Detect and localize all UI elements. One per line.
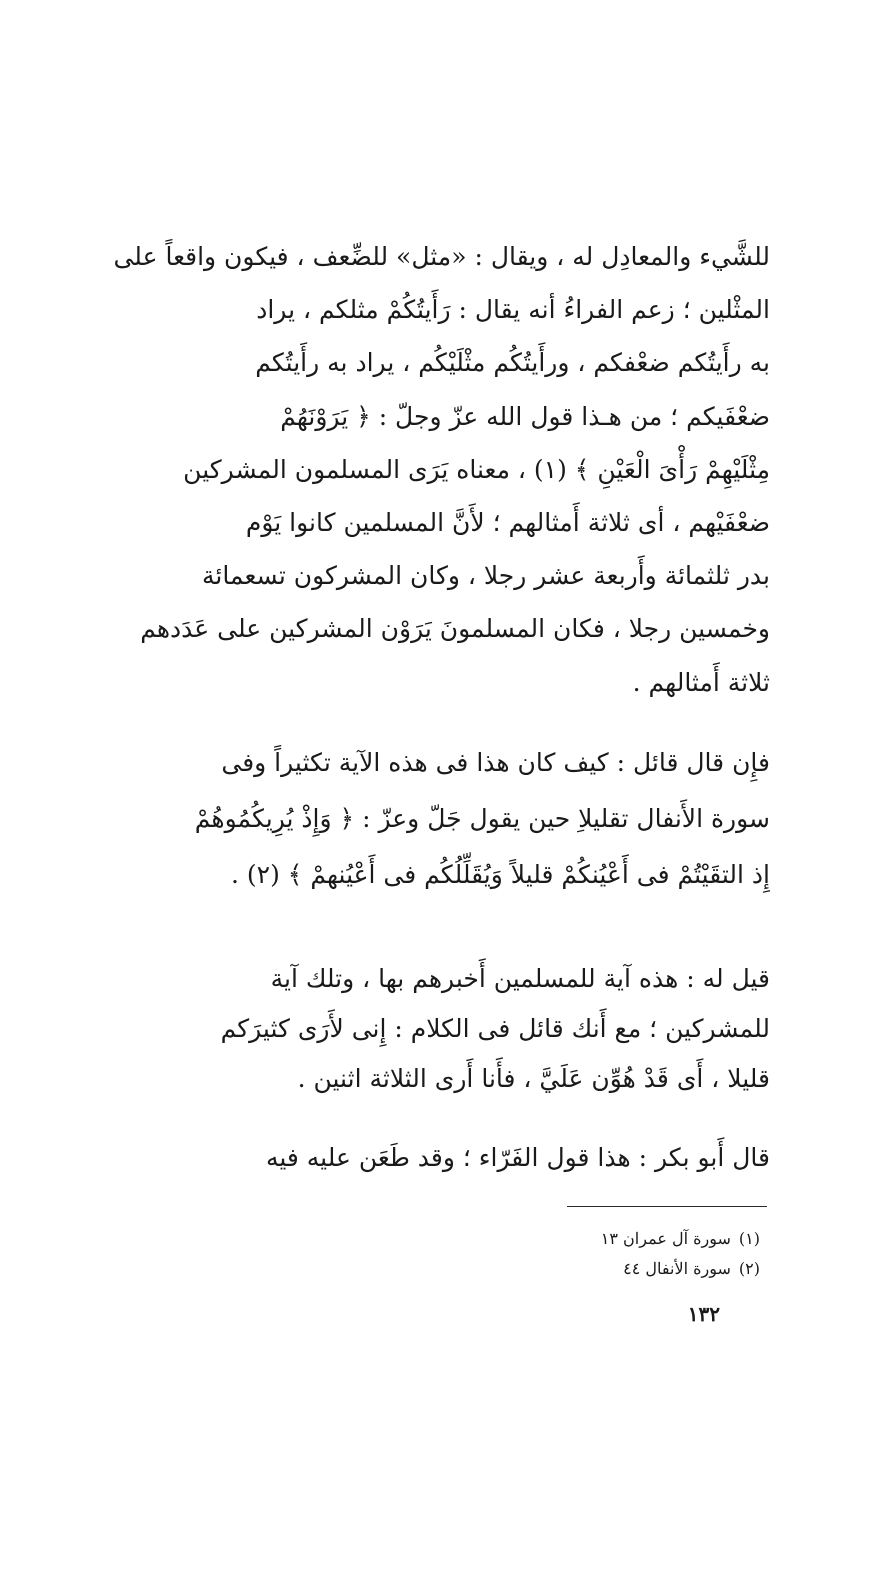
text-line: قيل له : هذه آية للمسلمين أَخبرهم بها ، وتلك آية: [270, 964, 770, 993]
text-line: المثْلين ؛ زعم الفراءُ أنه يقال : رَأَيتُكُمْ مثلكم ، يراد: [256, 295, 770, 325]
text-line: مِثْلَيْهِمْ رَأْىَ الْعَيْنِ ﴾ (١) ، معناه يَرَى المسلمون المشركين: [183, 454, 770, 484]
text-line: ثلاثة أَمثالهم .: [632, 667, 770, 697]
footnote-text: سورة الأنفال ٤٤: [623, 1259, 731, 1278]
text-line: للشَّيء والمعادِل له ، ويقال : «مثل» للضِّعف ، فيكون واقعاً على: [113, 242, 770, 271]
footnotes: [440, 1224, 760, 1284]
text-line: وخمسين رجلا ، فكان المسلمونَ يَرَوْن المشركين على عَدَدهم: [140, 614, 770, 644]
page-number: ١٣٢: [687, 1302, 720, 1326]
text-line: ضعْفَيْهم ، أى ثلاثة أَمثالهم ؛ لأَنَّ المسلمين كانوا يَوْم: [245, 508, 770, 538]
text-line: فإِن قال قائل : كيف كان هذا فى هذه الآية تكثيراً وفى: [221, 748, 770, 777]
footnote-2: [440, 1254, 760, 1284]
text-line: للمشركين ؛ مع أَنك قائل فى الكلام : إِنى لأَرَى كثيرَكم: [220, 1014, 770, 1043]
paragraph-3: [100, 954, 770, 1104]
footnote-text: سورة آل عمران ١٣: [600, 1229, 731, 1248]
text-line: بدر ثلثمائة وأَربعة عشر رجلا ، وكان المشركون تسعمائة: [202, 561, 770, 591]
text-line: به رأَيتُكم ضعْفكم ، ورأَيتُكُم مثْلَيْكُم ، يراد به رأَيتُكم: [255, 348, 770, 378]
paragraph-1: [100, 230, 770, 709]
paragraph-2: [100, 735, 770, 903]
paragraph-4: [100, 1133, 770, 1183]
footnote-marker: (٢): [738, 1259, 760, 1278]
text-line: ضعْفَيكم ؛ من هـذا قول الله عزّ وجلّ : ﴿ يَرَوْنَهُمْ: [280, 401, 770, 431]
text-line: سورة الأَنفال تقليلاِ حين يقول جَلّ وعزّ : ﴿ وَإِذْ يُرِيكُمُوهُمْ: [194, 804, 770, 833]
footnote-marker: (١): [738, 1229, 760, 1248]
text-line: قليلا ، أَى قَدْ هُوِّن عَلَيَّ ، فأَنا أَرى الثلاثة اثنين .: [297, 1064, 770, 1093]
text-line: قال أَبو بكر : هذا قول الفَرّاء ؛ وقد طَعَن عليه فيه: [265, 1143, 770, 1172]
footnote-divider: [567, 1206, 767, 1207]
footnote-1: [440, 1224, 760, 1254]
text-line: إِذ التقَيْتُمْ فى أَعْيُنكُمْ قليلاً وَيُقَلِّلُكُم فى أَعْيُنهمْ ﴾ (٢) .: [230, 860, 770, 889]
